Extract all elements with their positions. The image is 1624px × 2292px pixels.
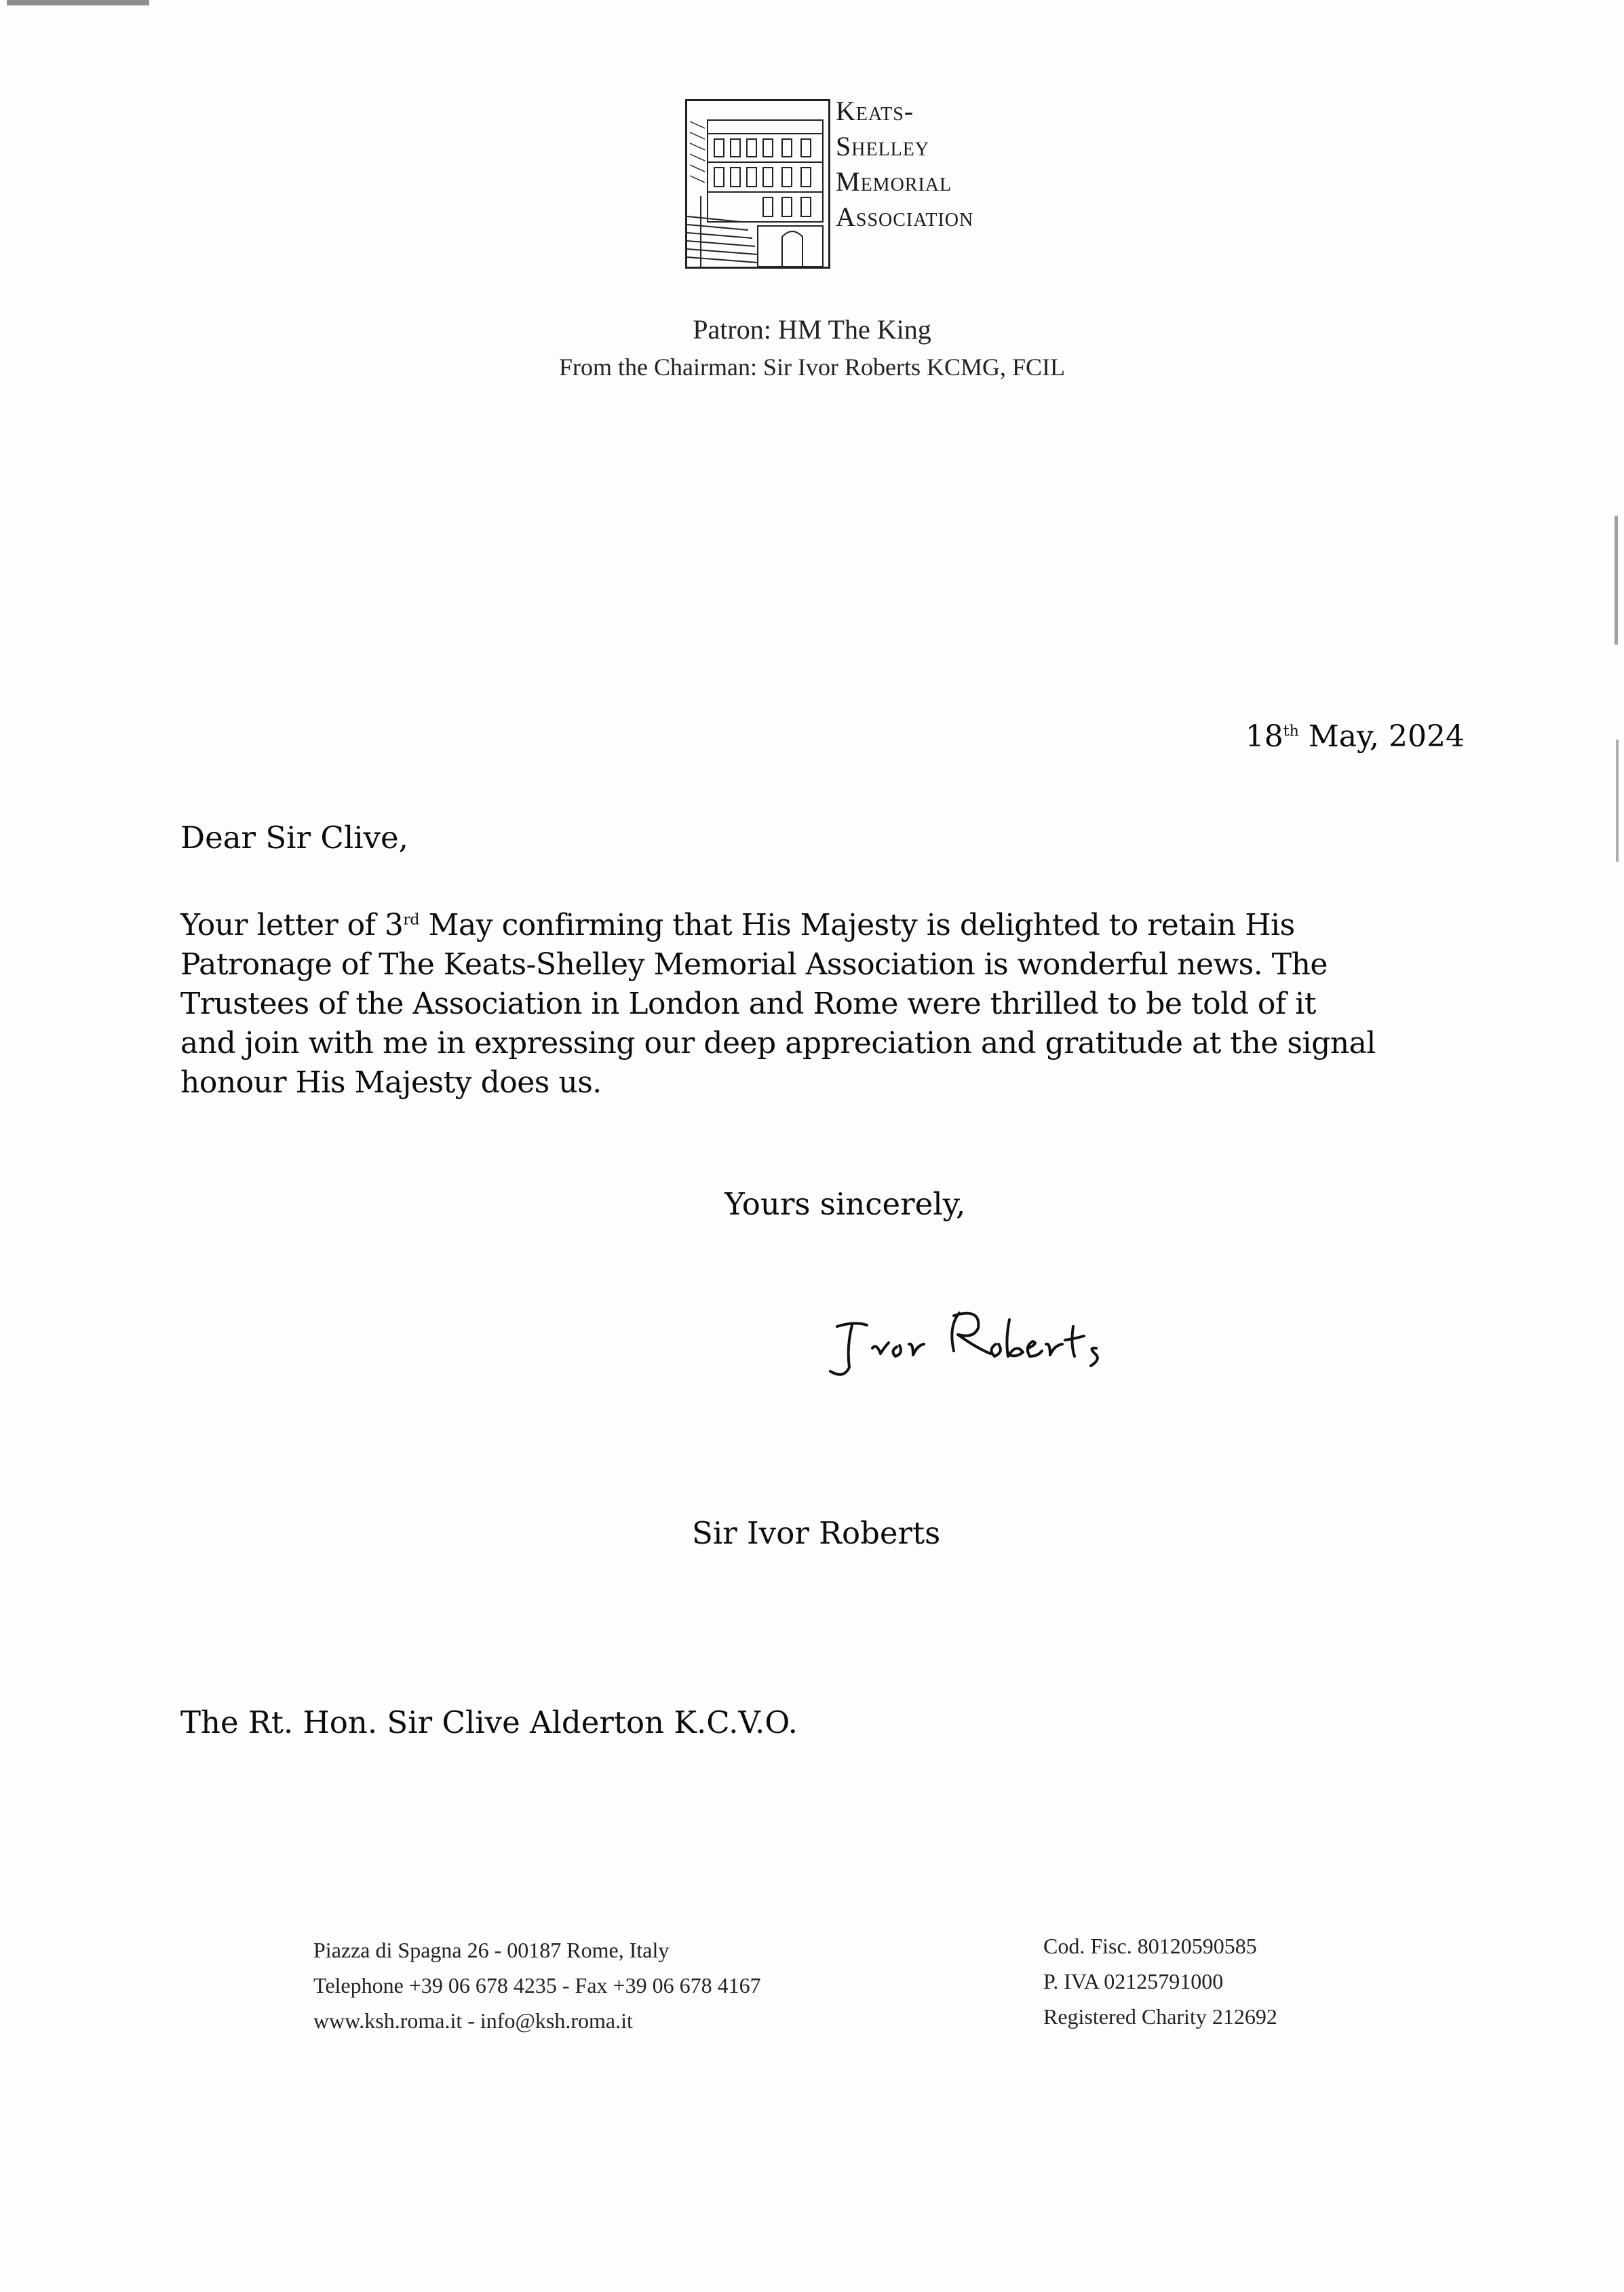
org-name-line: Association: [836, 202, 974, 232]
handwritten-signature: [814, 1286, 1140, 1388]
body-line: Patronage of The Keats-Shelley Memorial Association is wonderful news. The: [180, 947, 1328, 982]
org-name: [836, 94, 973, 235]
body-line: [180, 906, 1469, 945]
scan-artifact: [7, 0, 149, 5]
ordinal-suffix: rd: [403, 911, 419, 929]
salutation: Dear Sir Clive,: [180, 820, 408, 856]
footer-registration: [1043, 1928, 1277, 2034]
footer-line: www.ksh.roma.it - info@ksh.roma.it: [313, 2008, 633, 2033]
chairman-line: From the Chairman: Sir Ivor Roberts KCMG, FCIL: [559, 354, 1065, 381]
signatory-name: Sir Ivor Roberts: [692, 1515, 941, 1551]
body-line: Trustees of the Association in London and Rome were thrilled to be told of it: [180, 987, 1316, 1021]
date-month-year: May, 2024: [1298, 719, 1465, 754]
footer-line: Telephone +39 06 678 4235 - Fax +39 06 678 4167: [313, 1973, 761, 1998]
building-icon: [685, 99, 830, 269]
footer-line: P. IVA 02125791000: [1043, 1969, 1224, 1993]
scan-artifact: [1616, 740, 1619, 862]
body-text: May confirming that His Majesty is delighted to retain His: [419, 908, 1295, 942]
patron-line: Patron: HM The King: [693, 314, 931, 345]
body-line: and join with me in expressing our deep appreciation and gratitude at the signal: [180, 1026, 1376, 1061]
body-text: Your letter of 3: [180, 908, 404, 942]
date-suffix: th: [1283, 723, 1299, 740]
scan-artifact: [1615, 516, 1618, 645]
footer-address: [313, 1932, 761, 2038]
date-day: 18: [1245, 719, 1283, 754]
org-name-line: Keats-: [836, 96, 914, 126]
body-line: honour His Majesty does us.: [180, 1065, 602, 1100]
closing: Yours sincerely,: [724, 1186, 966, 1222]
footer-line: Piazza di Spagna 26 - 00187 Rome, Italy: [313, 1938, 670, 1962]
org-name-line: Memorial: [836, 166, 952, 197]
footer-line: Cod. Fisc. 80120590585: [1043, 1934, 1257, 1958]
addressee: The Rt. Hon. Sir Clive Alderton K.C.V.O.: [180, 1704, 798, 1740]
letter-date: [1245, 719, 1465, 754]
letter-body: [180, 906, 1469, 1103]
footer-line: Registered Charity 212692: [1043, 2004, 1277, 2029]
org-name-line: Shelley: [836, 131, 930, 161]
